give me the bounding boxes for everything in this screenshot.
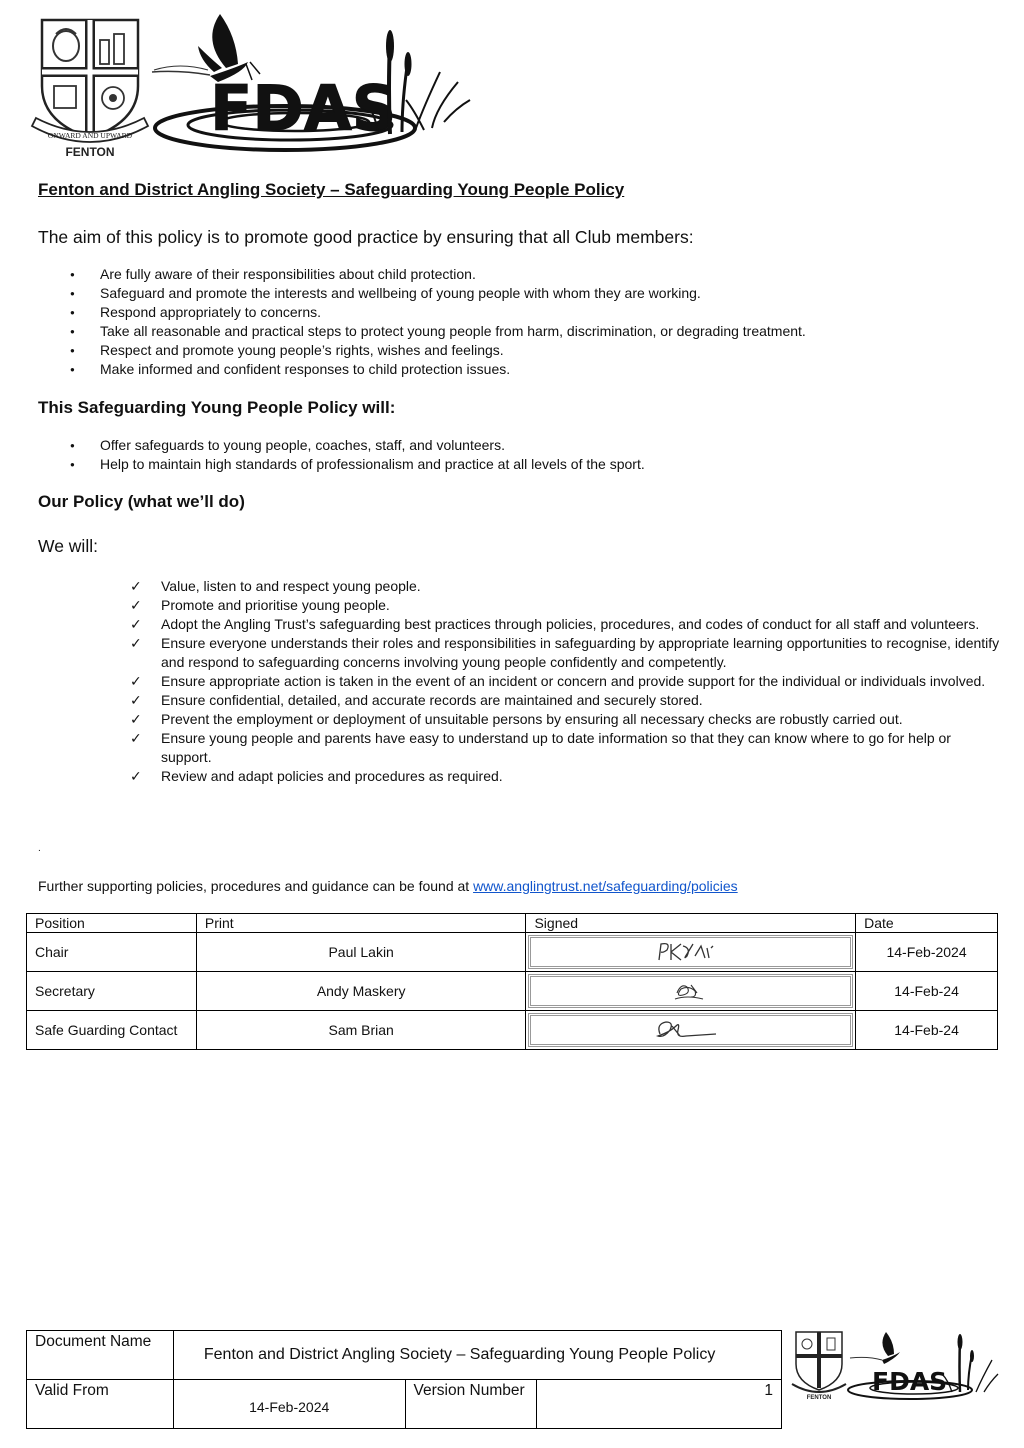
commitments-list: [130, 577, 1000, 786]
list-item: ✓ Prevent the employment or deployment of unsuitable persons by ensuring all necessary checks are robustly carried out.: [130, 710, 1000, 729]
print-cell: Paul Lakin: [196, 933, 526, 972]
list-item: ✓ Ensure appropriate action is taken in the event of an incident or concern and provide support for the individual or individuals involved.: [130, 672, 1000, 691]
chair-signature: [651, 940, 731, 964]
list-item: ✓ Ensure confidential, detailed, and accurate records are maintained and securely stored.: [130, 691, 1000, 710]
valid-from-value: 14-Feb-2024: [173, 1380, 405, 1429]
print-cell: Andy Maskery: [196, 972, 526, 1011]
valid-from-label: Valid From: [27, 1380, 174, 1429]
doc-name-label: Document Name: [27, 1331, 174, 1380]
list-item: ✓ Promote and prioritise young people.: [130, 596, 1000, 615]
signed-cell: [526, 933, 856, 972]
further-text: Further supporting policies, procedures and guidance can be found at: [38, 878, 474, 894]
signed-cell: [526, 972, 856, 1011]
footer-crest-place: FENTON: [806, 1395, 832, 1400]
stray-dot: .: [38, 843, 41, 854]
crest-motto: ONWARD AND UPWARD: [47, 131, 133, 140]
list-item: ✓ Adopt the Angling Trust’s safeguarding best practices through policies, procedures, and codes of conduct for all staff and volunteers.: [130, 615, 1000, 634]
list-item: ● Safeguard and promote the interests and wellbeing of young people with whom they are working.: [60, 284, 806, 303]
version-label: Version Number: [405, 1380, 537, 1429]
we-will-text: We will:: [38, 536, 98, 556]
position-cell: Safe Guarding Contact: [27, 1011, 197, 1050]
list-item: ✓ Value, listen to and respect young people.: [130, 577, 1000, 596]
secretary-signature: [661, 979, 721, 1003]
fdas-logo-text: FDAS: [210, 72, 397, 145]
policy-will-heading: This Safeguarding Young People Policy will:: [38, 398, 396, 417]
table-row: [27, 933, 998, 972]
column-header: Position: [27, 914, 197, 933]
version-value: 1: [537, 1380, 782, 1429]
column-header: Print: [196, 914, 526, 933]
footer-row: [27, 1380, 782, 1429]
further-guidance: [38, 878, 738, 894]
safeguarding-policies-link[interactable]: www.anglingtrust.net/safeguarding/policies: [473, 878, 738, 894]
fdas-mayfly-logo: [140, 10, 485, 160]
fenton-crest-logo: [28, 14, 152, 160]
list-item: ● Respond appropriately to concerns.: [60, 303, 806, 322]
intro-text: The aim of this policy is to promote good practice by ensuring that all Club members:: [38, 227, 694, 247]
signature-table: [26, 913, 998, 1050]
column-header: Date: [856, 914, 998, 933]
position-cell: Chair: [27, 933, 197, 972]
list-item: ✓ Ensure everyone understands their roles and responsibilities in safeguarding by appropriate learning opportunities to recognise, identify and respond to safeguarding concerns involving young people confidently and competently.: [130, 634, 1000, 672]
date-cell: 14-Feb-24: [856, 972, 998, 1011]
our-policy-heading: Our Policy (what we’ll do): [38, 492, 245, 511]
list-item: ● Take all reasonable and practical steps to protect young people from harm, discrimination, or degrading treatment.: [60, 322, 806, 341]
list-item: ✓ Ensure young people and parents have easy to understand up to date information so that they can know where to go for help or support.: [130, 729, 1000, 767]
list-item: ● Are fully aware of their responsibilities about child protection.: [60, 265, 806, 284]
column-header: Signed: [526, 914, 856, 933]
print-cell: Sam Brian: [196, 1011, 526, 1050]
date-cell: 14-Feb-24: [856, 1011, 998, 1050]
date-cell: 14-Feb-2024: [856, 933, 998, 972]
signed-cell: [526, 1011, 856, 1050]
table-row: [27, 972, 998, 1011]
policy-will-list: [60, 436, 645, 474]
page-title: Fenton and District Angling Society – Safeguarding Young People Policy: [38, 180, 625, 199]
table-header-row: [27, 914, 998, 933]
list-item: ● Make informed and confident responses to child protection issues.: [60, 360, 806, 379]
list-item: ● Respect and promote young people’s rights, wishes and feelings.: [60, 341, 806, 360]
list-item: ● Offer safeguards to young people, coaches, staff, and volunteers.: [60, 436, 645, 455]
footer-row: [27, 1331, 782, 1380]
list-item: ✓ Review and adapt policies and procedures as required.: [130, 767, 1000, 786]
table-row: [27, 1011, 998, 1050]
list-item: ● Help to maintain high standards of professionalism and practice at all levels of the sport.: [60, 455, 645, 474]
footer-logos: [790, 1328, 1002, 1400]
document-footer-table: [26, 1330, 782, 1429]
doc-name: Fenton and District Angling Society – Safeguarding Young People Policy: [173, 1331, 781, 1380]
position-cell: Secretary: [27, 972, 197, 1011]
crest-place: FENTON: [65, 145, 115, 159]
aims-list: [60, 265, 806, 379]
safeguarding-contact-signature: [646, 1018, 736, 1042]
footer-fdas-text: FDAS: [872, 1367, 948, 1396]
